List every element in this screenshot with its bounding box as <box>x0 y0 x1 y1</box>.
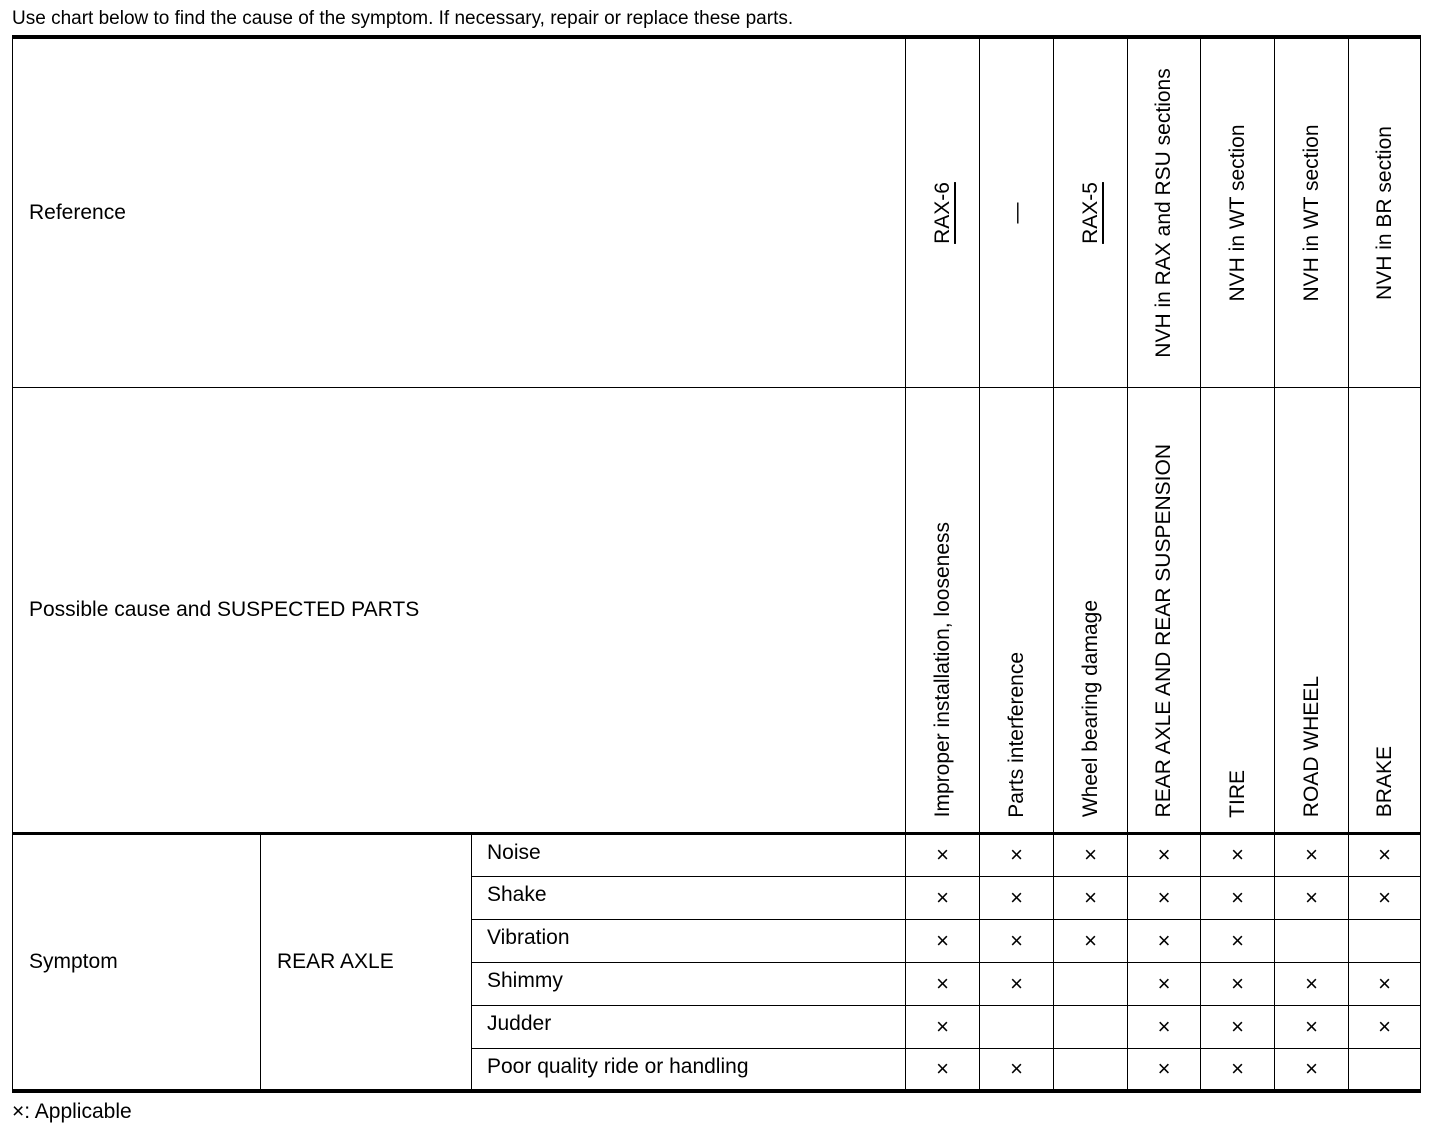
ref-cell-3 <box>1054 37 1128 387</box>
mark: × <box>1128 919 1201 962</box>
mark <box>1054 1005 1128 1048</box>
mark: × <box>1201 876 1275 919</box>
ref-cell-1 <box>906 37 980 387</box>
cause-text: ROAD WHEEL <box>1299 676 1323 818</box>
symptom-row <box>13 833 1421 876</box>
symptom-name: Noise <box>472 833 906 876</box>
mark <box>1349 919 1421 962</box>
ref-text: NVH in RAX and RSU sections <box>1152 68 1176 358</box>
reference-label: Reference <box>13 37 906 387</box>
mark: × <box>1054 876 1128 919</box>
reference-row <box>13 37 1421 387</box>
cause-text: REAR AXLE AND REAR SUSPENSION <box>1152 444 1176 818</box>
cause-cell-6 <box>1275 387 1349 833</box>
footnote: ×: Applicable <box>12 1100 132 1123</box>
cause-text: BRAKE <box>1372 746 1396 818</box>
ref-cell-6 <box>1275 37 1349 387</box>
symptom-name: Shake <box>472 876 906 919</box>
cause-cell-7 <box>1349 387 1421 833</box>
mark <box>1054 1048 1128 1091</box>
cause-cell-5 <box>1201 387 1275 833</box>
symptom-name: Judder <box>472 1005 906 1048</box>
mark: × <box>980 876 1054 919</box>
mark: × <box>1128 876 1201 919</box>
mark: × <box>1275 876 1349 919</box>
mark: × <box>1201 962 1275 1005</box>
mark: × <box>1128 833 1201 876</box>
ref-cell-2 <box>980 37 1054 387</box>
mark: × <box>1275 1005 1349 1048</box>
mark: × <box>1275 1048 1349 1091</box>
ref-text: — <box>1004 202 1028 224</box>
mark: × <box>906 833 980 876</box>
mark: × <box>1201 1048 1275 1091</box>
mark: × <box>906 962 980 1005</box>
mark: × <box>980 1048 1054 1091</box>
mark: × <box>1201 1005 1275 1048</box>
category-label: REAR AXLE <box>261 833 472 1091</box>
mark: × <box>906 1048 980 1091</box>
mark: × <box>1349 962 1421 1005</box>
diagnosis-table <box>12 35 1421 1093</box>
mark: × <box>906 919 980 962</box>
symptom-label: Symptom <box>13 833 261 1091</box>
ref-text: NVH in WT section <box>1299 124 1323 302</box>
mark: × <box>1054 919 1128 962</box>
cause-cell-4 <box>1128 387 1201 833</box>
mark: × <box>1201 919 1275 962</box>
mark: × <box>1349 833 1421 876</box>
mark <box>1275 919 1349 962</box>
mark: × <box>1128 1048 1201 1091</box>
mark: × <box>980 962 1054 1005</box>
mark: × <box>1128 962 1201 1005</box>
cause-text: Wheel bearing damage <box>1078 600 1102 818</box>
mark: × <box>980 919 1054 962</box>
ref-text[interactable]: RAX-5 <box>1078 181 1102 244</box>
mark: × <box>1275 833 1349 876</box>
mark <box>980 1005 1054 1048</box>
mark: × <box>1201 833 1275 876</box>
ref-cell-4 <box>1128 37 1201 387</box>
mark: × <box>1128 1005 1201 1048</box>
ref-text[interactable]: RAX-6 <box>930 181 954 244</box>
ref-cell-7 <box>1349 37 1421 387</box>
mark: × <box>1054 833 1128 876</box>
cause-cell-1 <box>906 387 980 833</box>
cause-text: TIRE <box>1225 769 1249 818</box>
mark: × <box>1275 962 1349 1005</box>
intro-text: Use chart below to find the cause of the symptom. If necessary, repair or replace these parts. <box>12 8 794 29</box>
cause-cell-2 <box>980 387 1054 833</box>
symptom-name: Vibration <box>472 919 906 962</box>
cause-row <box>13 387 1421 833</box>
mark: × <box>1349 1005 1421 1048</box>
mark <box>1054 962 1128 1005</box>
cause-text: Improper installation, looseness <box>930 522 954 818</box>
mark: × <box>980 833 1054 876</box>
mark <box>1349 1048 1421 1091</box>
ref-cell-5 <box>1201 37 1275 387</box>
mark: × <box>1349 876 1421 919</box>
cause-label: Possible cause and SUSPECTED PARTS <box>13 387 906 833</box>
ref-text: NVH in WT section <box>1225 124 1249 302</box>
cause-text: Parts interference <box>1004 651 1028 818</box>
symptom-name: Poor quality ride or handling <box>472 1048 906 1091</box>
symptom-name: Shimmy <box>472 962 906 1005</box>
mark: × <box>906 1005 980 1048</box>
mark: × <box>906 876 980 919</box>
ref-text: NVH in BR section <box>1372 125 1396 300</box>
cause-cell-3 <box>1054 387 1128 833</box>
